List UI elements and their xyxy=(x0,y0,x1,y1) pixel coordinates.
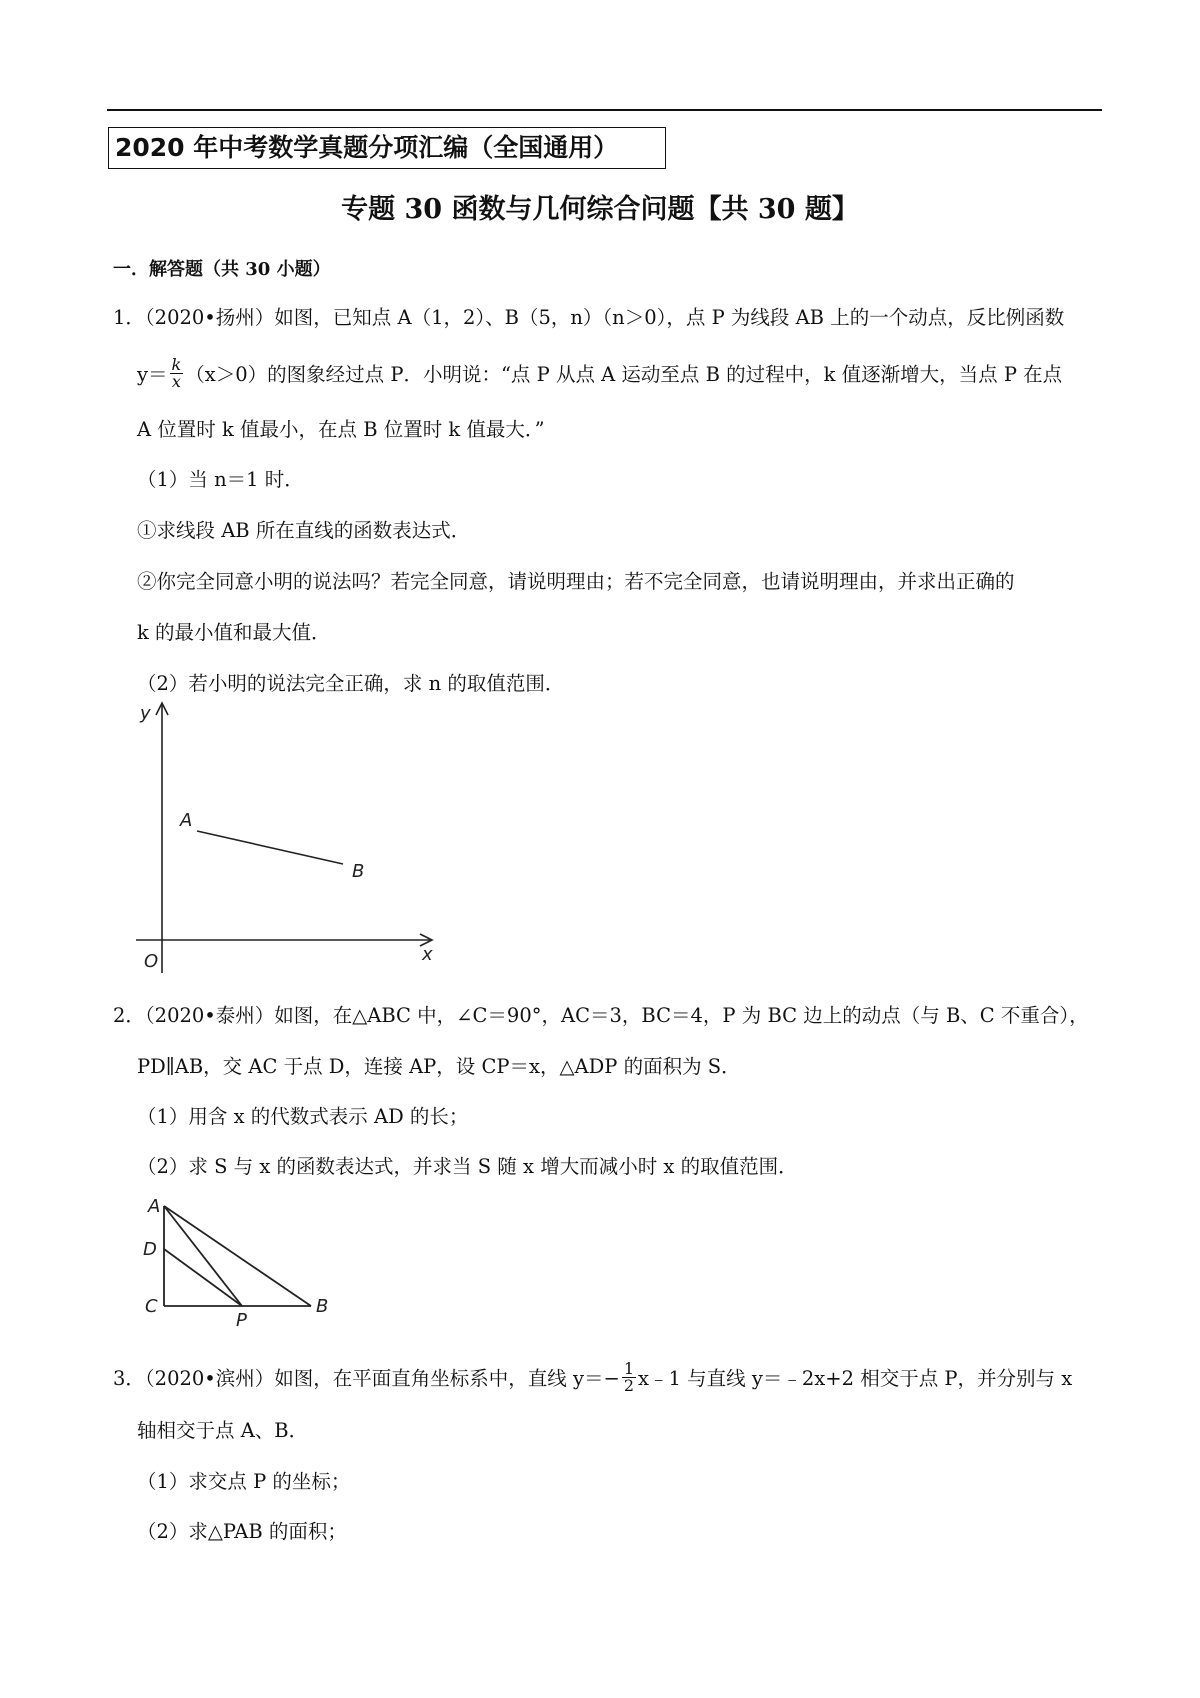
q1-figure-coordinate-plane xyxy=(130,695,450,975)
q1-line-3: A 位置时 k 值最小，在点 B 位置时 k 值最大．” xyxy=(137,418,545,441)
fraction-denominator: x xyxy=(171,372,181,391)
fraction-numerator: 1 xyxy=(623,1359,635,1378)
q2-line-4: （2）求 S 与 x 的函数表达式，并求当 S 随 x 增大而减小时 x 的取值范围． xyxy=(137,1155,798,1178)
label-C: C xyxy=(145,1296,158,1317)
side-AB xyxy=(164,1206,311,1306)
q1-line-2 xyxy=(137,355,1063,392)
fraction-k-over-x xyxy=(170,357,184,390)
segment-AB xyxy=(197,831,343,864)
q1-line-7: k 的最小值和最大值． xyxy=(137,621,331,644)
label-B: B xyxy=(316,1296,329,1317)
page-title: 专题 30 函数与几何综合问题【共 30 题】 xyxy=(341,194,859,225)
label-A: A xyxy=(148,1196,161,1217)
minus-sign: − xyxy=(603,1367,620,1390)
fraction-denominator: 2 xyxy=(623,1376,635,1395)
fraction-numerator: k xyxy=(171,355,182,374)
q2-line-1: 2．（2020•泰州）如图，在△ABC 中，∠C＝90°，AC＝3，BC＝4，P 为 BC 边上的动点（与 B、C 不重合）， xyxy=(113,1004,1089,1027)
header-box-title: 2020 年中考数学真题分项汇编（全国通用） xyxy=(108,127,666,169)
q1-line-2-pre: y＝ xyxy=(137,363,168,386)
q1-line-5: ①求线段 AB 所在直线的函数表达式． xyxy=(137,519,471,542)
label-x: x xyxy=(422,944,433,965)
label-A: A xyxy=(180,810,193,831)
fraction-one-half xyxy=(622,1361,636,1394)
q1-line-4: （1）当 n＝1 时． xyxy=(137,468,304,491)
q2-line-2: PD∥AB，交 AC 于点 D，连接 AP，设 CP＝x，△ADP 的面积为 S． xyxy=(137,1055,741,1078)
q3-line-2: 轴相交于点 A、B． xyxy=(137,1419,309,1442)
segment-AP xyxy=(164,1206,242,1306)
q2-figure-triangle xyxy=(135,1190,345,1330)
label-P: P xyxy=(236,1310,247,1330)
q2-line-3: （1）用含 x 的代数式表示 AD 的长； xyxy=(137,1105,469,1128)
top-rule xyxy=(107,109,1102,111)
q1-line-8: （2）若小明的说法完全正确，求 n 的取值范围． xyxy=(137,672,565,695)
label-D: D xyxy=(143,1239,157,1260)
section-heading: 一．解答题（共 30 小题） xyxy=(113,259,331,280)
label-O: O xyxy=(144,951,159,972)
q1-line-6: ②你完全同意小明的说法吗？若完全同意，请说明理由；若不完全同意，也请说明理由，并求出正确的 xyxy=(137,570,1015,593)
q3-line-1-pre: 3．（2020•滨州）如图，在平面直角坐标系中，直线 y＝ xyxy=(113,1367,604,1390)
segment-DP xyxy=(164,1249,242,1306)
q3-line-1-post: x﹣1 与直线 y＝﹣2x+2 相交于点 P，并分别与 x xyxy=(638,1367,1073,1390)
q3-line-4: （2）求△PAB 的面积； xyxy=(137,1520,347,1543)
q3-line-1 xyxy=(113,1359,1073,1396)
q1-line-1: 1．（2020•扬州）如图，已知点 A（1，2）、B（5，n）（n＞0），点 P 为线段 AB 上的一个动点，反比例函数 xyxy=(113,306,1065,329)
label-B: B xyxy=(352,861,365,882)
q1-line-2-post: （x＞0）的图象经过点 P．小明说：“点 P 从点 A 运动至点 B 的过程中，k 值逐渐增大，当点 P 在点 xyxy=(185,363,1063,386)
label-y: y xyxy=(140,703,151,724)
q3-line-3: （1）求交点 P 的坐标； xyxy=(137,1470,351,1493)
